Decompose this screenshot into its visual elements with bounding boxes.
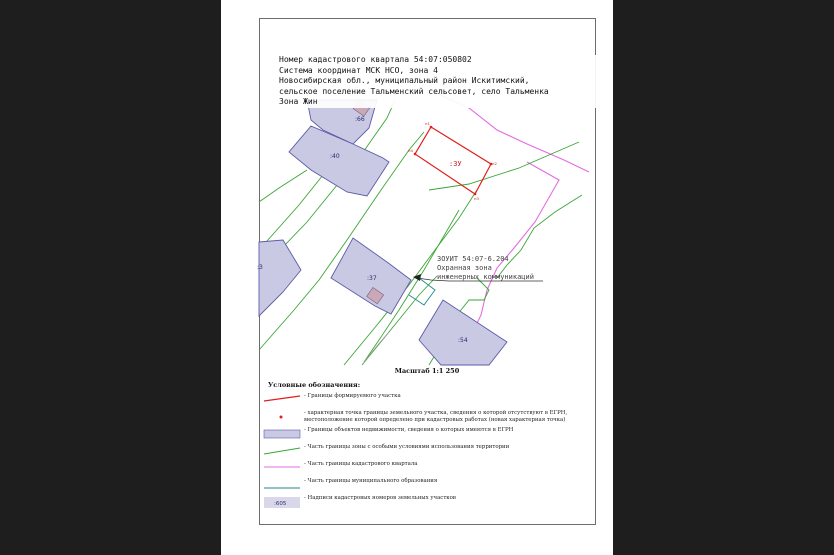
point-label-n1: н1 xyxy=(425,121,430,126)
document-page xyxy=(221,0,613,555)
boundary-point-n3 xyxy=(474,193,477,196)
legend-item-municipal-boundary xyxy=(264,478,584,492)
red-line-symbol xyxy=(264,393,302,407)
legend-text: - Часть границы зоны с особыми условиями использования территории xyxy=(304,444,510,450)
legend-title: Условные обозначения: xyxy=(268,381,361,389)
legend-label-sample: :605 xyxy=(274,501,287,507)
legend-item-zone-boundary xyxy=(264,444,584,458)
point-label-n4: н4 xyxy=(408,148,413,153)
header-line-district: Новосибирская обл., муниципальный район Искитимский, xyxy=(279,76,530,85)
zone-callout-arrowhead xyxy=(413,274,421,281)
legend-text: - Границы формируемого участка xyxy=(304,393,401,399)
document-header xyxy=(277,55,596,108)
legend-text: - Надписи кадастровых номеров земельных участков xyxy=(304,495,456,501)
magenta-line-symbol xyxy=(264,461,302,475)
parcel-label-54: :54 xyxy=(458,337,468,344)
header-line-settlement: сельское поселение Тальменский сельсовет, село Тальменка xyxy=(279,86,549,96)
boundary-point-n4 xyxy=(414,153,417,156)
boundary-point-n1 xyxy=(430,126,433,129)
green-line-symbol xyxy=(264,444,302,458)
parcel-label-66: :66 xyxy=(355,116,365,123)
header-line-crs: Система координат МСК НСО, зона 4 xyxy=(279,65,438,75)
parcel-label-40: :40 xyxy=(330,153,340,160)
red-dot-symbol xyxy=(264,410,302,424)
zone-callout-line-1: ЗОУИТ 54:07-6.204 xyxy=(437,255,509,263)
map-drawing xyxy=(259,100,596,365)
zone-boundary-line xyxy=(497,195,582,278)
cadastral-map xyxy=(259,100,596,365)
point-label-n3: н3 xyxy=(474,196,479,201)
header-line-zone: Зона Жин xyxy=(279,97,318,106)
zone-callout-line-3: инженерных коммуникаций xyxy=(437,273,534,281)
map-scale: Масштаб 1:1 250 xyxy=(394,367,460,375)
point-label-n2: н2 xyxy=(492,161,497,166)
legend-item-quarter-boundary xyxy=(264,461,584,475)
header-line-quarter: Номер кадастрового квартала 54:07:050802 xyxy=(279,55,472,64)
zone-boundary-line xyxy=(259,170,307,202)
label-box-symbol xyxy=(264,495,302,509)
teal-line-symbol xyxy=(264,478,302,492)
legend-text: - характерная точка границы земельного участка, сведения о которой отсутствуют в ЕГРН, местоположение которой определено при кадастровых работах (новая характерная точка) xyxy=(304,410,568,423)
legend-item-new-point xyxy=(264,410,584,424)
zone-callout-line-2: Охранная зона xyxy=(437,264,492,272)
legend-item-parcel-labels xyxy=(264,495,584,509)
parcel-label-37: :37 xyxy=(367,275,377,282)
target-parcel-label: :ЗУ xyxy=(449,160,462,168)
legend-text: - Границы объектов недвижимости, сведения о которых имеются в ЕГРН xyxy=(304,427,514,433)
parcel-3 xyxy=(259,240,301,316)
parcel-fill-symbol xyxy=(264,427,302,441)
parcel-54 xyxy=(419,300,507,365)
legend-text: - Часть границы кадастрового квартала xyxy=(304,461,418,467)
legend-text: - Часть границы муниципального образования xyxy=(304,478,438,484)
legend-item-existing-parcels xyxy=(264,427,584,441)
legend-item-target-boundary xyxy=(264,393,584,407)
parcel-label-3: :3 xyxy=(257,264,263,271)
